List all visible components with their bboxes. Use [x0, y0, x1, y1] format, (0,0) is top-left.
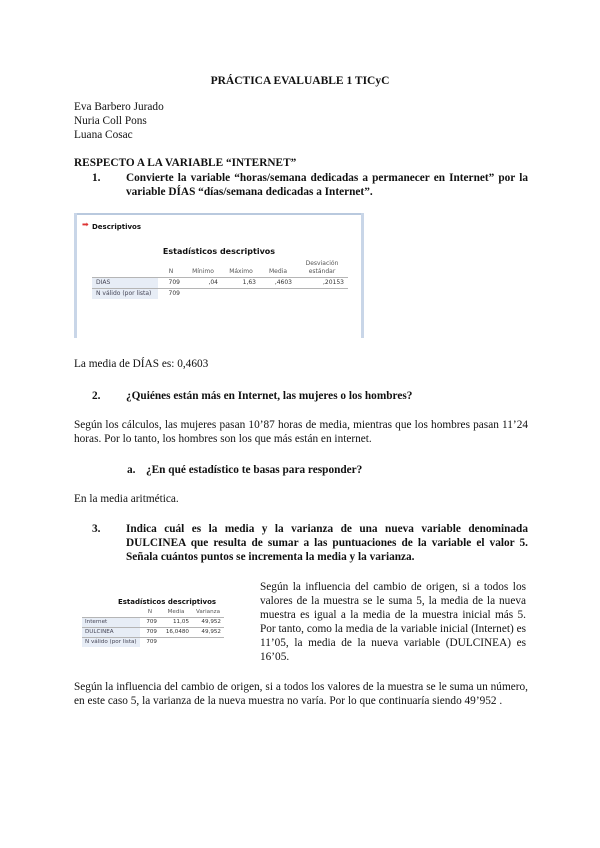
- descriptive-stats-table: [92, 259, 348, 299]
- table-cell: 49,952: [192, 628, 224, 638]
- row-label: N válido (por lista): [82, 638, 140, 648]
- table-cell: 49,952: [192, 618, 224, 628]
- question-text: ¿Quiénes están más en Internet, las mujeres o los hombres?: [126, 390, 413, 402]
- question-text: ¿En qué estadístico te basas para responder?: [146, 464, 363, 476]
- column-header: N: [168, 268, 174, 275]
- question-2a: [127, 463, 527, 479]
- table-row: [92, 289, 348, 300]
- table-cell: 709: [158, 278, 184, 289]
- table-cell: [296, 289, 348, 300]
- table-cell: 709: [140, 618, 160, 628]
- column-header: N: [147, 609, 153, 615]
- row-label: DULCINEA: [82, 628, 140, 638]
- table-cell: 709: [140, 638, 160, 648]
- table-row: [82, 638, 224, 648]
- question-number: 3.: [92, 523, 101, 535]
- question-text: Indica cuál es la media y la varianza de una nueva variable denominada DULCINEA que resulta de sumar a las puntuaciones de la variable el valor 5. Señala cuántos puntos se incrementa la media y la varianza.: [126, 523, 528, 563]
- table-row: [82, 618, 224, 628]
- spss-output-dulcinea: [82, 590, 252, 660]
- table-cell: 1,63: [222, 278, 260, 289]
- output-header: Descriptivos: [92, 223, 142, 231]
- red-arrow-icon: ➡: [82, 220, 89, 229]
- scrollbar-right: [361, 213, 364, 338]
- question-text: Convierte la variable “horas/semana dedicadas a permanecer en Internet” por la variable DÍAS “días/semana dedicadas a Internet”.: [126, 172, 528, 198]
- question-1: [92, 171, 528, 201]
- author-name: Luana Cosac: [74, 129, 133, 141]
- column-header: Mínimo: [192, 268, 214, 275]
- row-label: Internet: [82, 618, 140, 628]
- column-header: Media: [268, 268, 288, 275]
- scrollbar-left: [74, 213, 77, 338]
- table-cell: [222, 289, 260, 300]
- table-cell: ,04: [184, 278, 222, 289]
- media-dias-text: La media de DÍAS es: 0,4603: [74, 358, 209, 370]
- spss-output-descriptivos: [74, 213, 364, 338]
- descriptive-stats-table: [82, 608, 224, 647]
- table-cell: ,20153: [296, 278, 348, 289]
- column-header: Máximo: [229, 268, 253, 275]
- column-header: Varianza: [195, 609, 220, 615]
- answer-2: Según los cálculos, las mujeres pasan 10’87 horas de media, mientras que los hombres pasan 11’24 horas. Por lo tanto, los hombres son los que más están en internet.: [74, 419, 528, 445]
- answer-3-side: Según la influencia del cambio de origen, si a todos los valores de la muestra se le suma 5, la media de la nueva muestra es igual a la media de la muestra inicial más 5. Por tanto, como la media de la variable inicial (Internet) es 11’05, la media de la nueva variable (DULCINEA) es 16’05.: [260, 581, 526, 663]
- author-name: Eva Barbero Jurado: [74, 101, 164, 113]
- row-label: DIAS: [92, 278, 158, 289]
- table-cell: ,4603: [260, 278, 296, 289]
- author-list: [74, 100, 164, 142]
- table-cell: 16,0480: [160, 628, 192, 638]
- document-title: PRÁCTICA EVALUABLE 1 TICyC: [210, 75, 390, 87]
- table-cell: [160, 638, 192, 648]
- table-cell: [184, 289, 222, 300]
- question-number: 2.: [92, 390, 101, 402]
- question-3: [92, 522, 528, 566]
- author-name: Nuria Coll Pons: [74, 115, 147, 127]
- table-row: [82, 628, 224, 638]
- section-heading: RESPECTO A LA VARIABLE “INTERNET”: [74, 157, 297, 169]
- row-label: N válido (por lista): [92, 289, 158, 300]
- question-2: [92, 389, 528, 405]
- column-header: Desviación estándar: [305, 260, 339, 275]
- table-cell: 11,05: [160, 618, 192, 628]
- table-cell: [260, 289, 296, 300]
- table-cell: 709: [140, 628, 160, 638]
- question-number: 1.: [92, 172, 101, 184]
- question-number: a.: [127, 464, 136, 476]
- table-row: [92, 278, 348, 289]
- column-header: [82, 608, 140, 618]
- answer-2a: En la media aritmética.: [74, 493, 179, 505]
- table-title: Estadísticos descriptivos: [117, 598, 217, 606]
- table-header-row: [92, 259, 348, 278]
- column-header: [92, 259, 158, 278]
- table-cell: 709: [158, 289, 184, 300]
- answer-3-bottom: Según la influencia del cambio de origen, si a todos los valores de la muestra se le suma un número, en este caso 5, la varianza de la nueva muestra no varía. Por lo que continuaría siendo 49’952 .: [74, 681, 528, 707]
- table-cell: [192, 638, 224, 648]
- column-header: Media: [167, 609, 185, 615]
- table-header-row: [82, 608, 224, 618]
- table-title: Estadísticos descriptivos: [162, 247, 276, 256]
